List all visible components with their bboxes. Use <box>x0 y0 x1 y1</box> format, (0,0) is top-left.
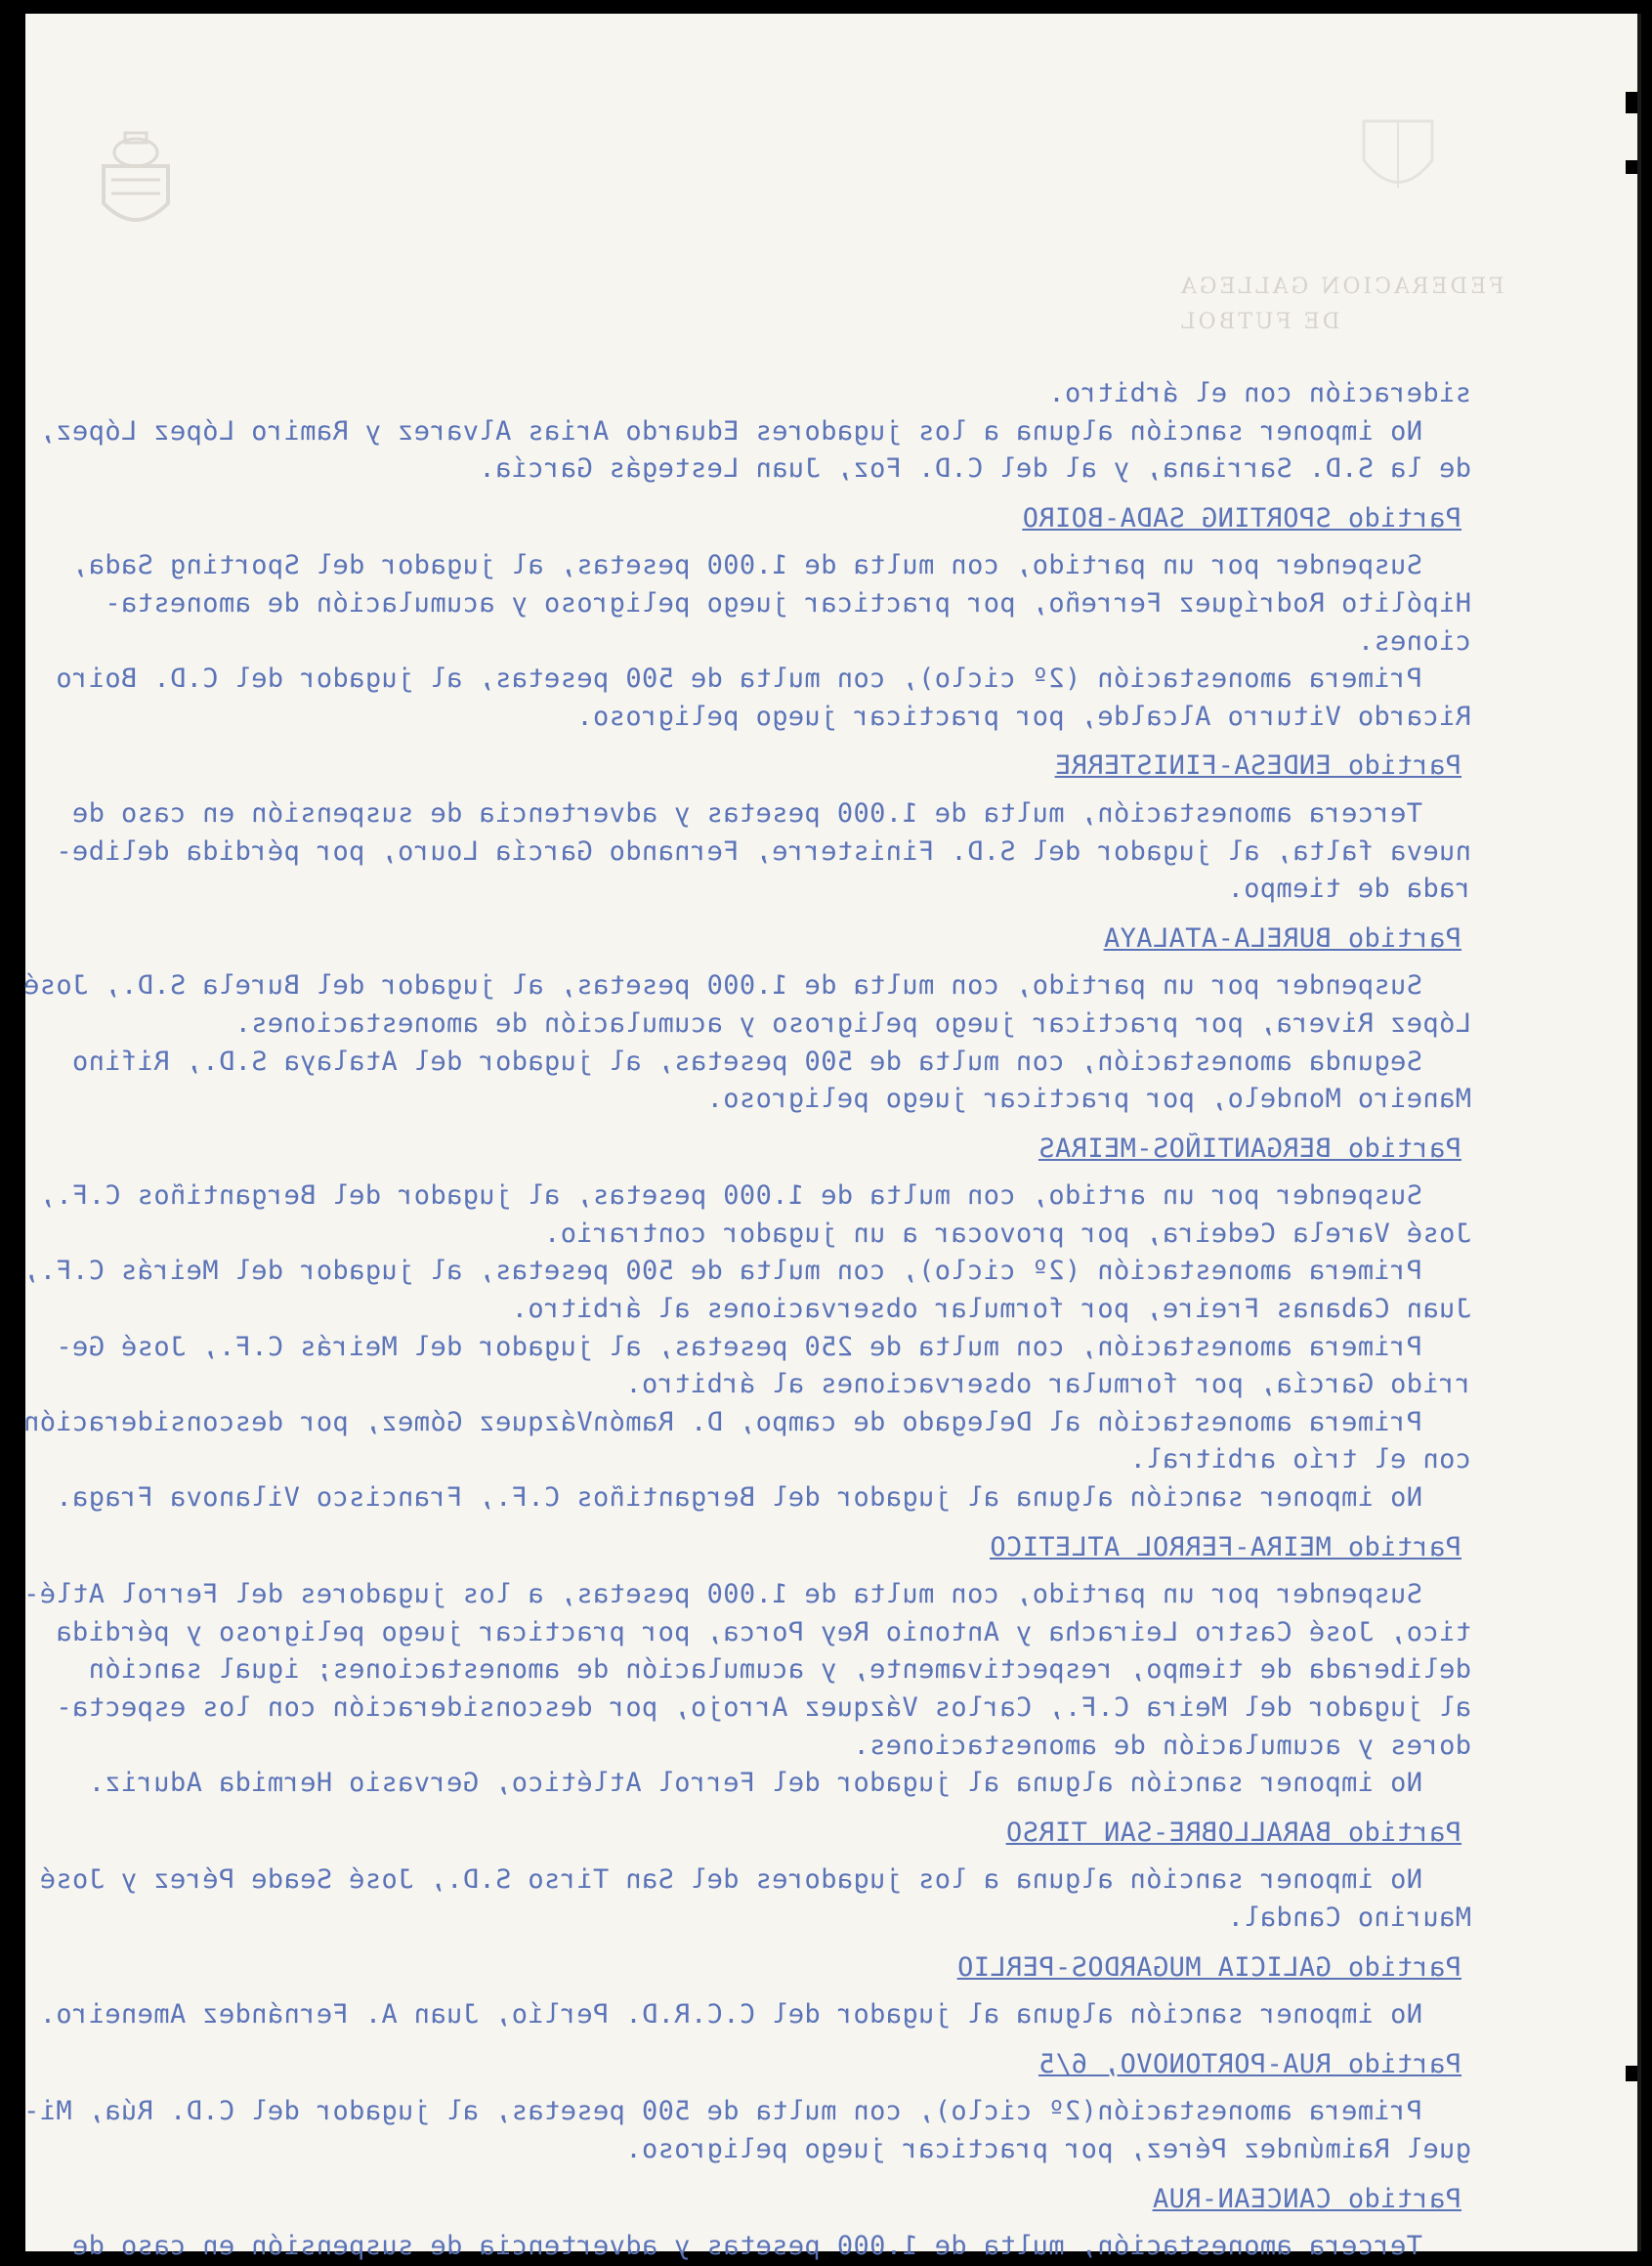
text-line: Suspender por un partido, con multa de 1.000 pesetas, al jugador del Burela S.D., José <box>22 970 1471 1002</box>
text-line: al jugador del Meira C.F., Carlos Vázquez Arrojo, por desconsideración con los especta- <box>55 1692 1471 1723</box>
text-line: ciones. <box>1357 625 1471 657</box>
text-line: dores y acumulación de amonestaciones. <box>853 1730 1471 1761</box>
text-line: tico, José Castro Leiracha y Antonio Rey Porca, por practicar juego peligroso y pérdida <box>55 1616 1471 1647</box>
text-line: No imponer sanción alguna a los jugadores Eduardo Arias Alvarez y Ramiro López López, <box>39 415 1471 447</box>
text-line: de la S.D. Sarriana, y al del C.D. Foz, Juan Lestegás García. <box>479 453 1471 485</box>
text-line: Primera amonestación (2º ciclo), con multa de 500 pesetas, al jugador del C.D. Boiro <box>55 663 1471 695</box>
letterhead <box>1178 270 1588 340</box>
text-line: No imponer sanción alguna al jugador del Bergantiños C.F., Francisco Vilanova Fraga. <box>55 1482 1471 1514</box>
typed-text-mirrored <box>22 375 1471 2266</box>
edge-mark <box>1626 2066 1637 2081</box>
text-line: Juan Cabanas Freire, por formular observaciones al árbitro. <box>511 1294 1471 1325</box>
text-line: Primera amonestación (2º ciclo), con multa de 500 pesetas, al jugador del Meirás C.F., <box>22 1256 1471 1287</box>
text-line: López Rivera, por practicar juego peligroso y acumulación de amonestaciones. <box>234 1007 1471 1039</box>
text-line: Suspender por un artido, con multa de 1.000 pesetas, al jugador del Bergantiños C.F., <box>39 1180 1471 1212</box>
text-line: Ricardo Viturro Alcalde, por practicar juego peligroso. <box>575 701 1471 732</box>
text-line: Primera amonestación al Delegado de campo, D. RamónVázquez Gómez, por desconsideración <box>22 1406 1471 1437</box>
match-heading: Partido ENDESA-FINISTERRE <box>1054 750 1461 782</box>
letterhead-line-2: DE FUTBOL <box>1178 310 1340 334</box>
text-line: Tercera amonestación, multa de 1.000 pesetas y advertencia de suspensión en caso de <box>71 797 1471 829</box>
text-line: con el trío arbitral. <box>1129 1444 1471 1475</box>
text-line: No imponer sanción alguna al jugador del Ferrol Atlético, Gervasio Hermida Aduriz. <box>88 1768 1471 1799</box>
edge-mark <box>1626 92 1637 113</box>
letterhead-line-1: FEDERACION GALLEGA <box>1178 275 1504 299</box>
text-line: rrido García, por formular observaciones al árbitro. <box>624 1369 1471 1400</box>
text-line: No imponer sanción alguna al jugador del C.C.R.D. Perlío, Juan A. Fernández Ameneiro. <box>39 1999 1471 2031</box>
document-page <box>22 14 1641 2262</box>
text-line: Primera amonestación, con multa de 250 pesetas, al jugador del Meirás C.F., José Ge- <box>55 1331 1471 1362</box>
text-line: guel Raimúndez Pérez, por practicar juego peligroso. <box>624 2133 1471 2164</box>
federation-crest-icon <box>82 119 190 236</box>
text-line: rada de tiempo. <box>1227 874 1471 905</box>
edge-mark <box>1626 160 1637 174</box>
match-heading: Partido GALICIA MUGARDOS-PERLIO <box>956 1951 1461 1983</box>
text-line: Primera amonestación(2º ciclo), con multa de 500 pesetas, al jugador del C.D. Rúa, Mi- <box>22 2096 1471 2127</box>
text-line: Hipólito Rodríguez Ferreño, por practicar juego peligroso y acumulación de amonesta- <box>104 587 1471 619</box>
text-line: José Varela Cedeira, por provocar a un jugador contrario. <box>543 1218 1471 1249</box>
text-line: No imponer sanción alguna a los jugadores del San Tirso S.D., José Seade Pérez y José <box>39 1864 1471 1896</box>
text-line: deliberada de tiempo, respectivamente, y acumulación de amonestaciones; igual sanción <box>88 1654 1471 1686</box>
text-line: Segunda amonestación, con multa de 500 pesetas, al jugador del Atalaya S.D., Rifino <box>71 1046 1471 1077</box>
text-line: Suspender por un partido, con multa de 1.000 pesetas, a los jugadores del Ferrol Atlé- <box>22 1579 1471 1610</box>
match-heading: Partido SPORTING SADA-BOIRO <box>1022 502 1461 534</box>
text-line: Tercera amonestación, multa de 1.000 pesetas y advertencia de suspensión en caso de <box>71 2231 1471 2262</box>
match-heading: Partido CANCEAN-RUA <box>1152 2183 1461 2214</box>
match-heading: Partido BURELA-ATALAYA <box>1103 922 1461 954</box>
match-heading: Partido BARALLOBRE-SAN TIRSO <box>1005 1817 1461 1848</box>
match-heading: Partido BERGANTIÑOS-MEIRAS <box>1038 1133 1461 1164</box>
text-line: sideración con el árbitro. <box>1047 378 1471 408</box>
text-line: Maneiro Mondelo, por practicar juego peligroso. <box>706 1084 1471 1115</box>
text-line: Suspender por un partido, con multa de 1.000 pesetas, al jugador del Sporting Sada, <box>71 550 1471 581</box>
text-line: nueva falta, al jugador del S.D. Finisterre, Fernando García Louro, por pérdida delibe- <box>55 835 1471 867</box>
text-line: Maurino Candal. <box>1227 1902 1471 1933</box>
match-heading: Partido MEIRA-FERROL ATLETICO <box>989 1531 1461 1562</box>
match-heading: Partido RUA-PORTONOVO, 6/5 <box>1038 2048 1461 2079</box>
watermark-shield-icon <box>1354 102 1442 209</box>
